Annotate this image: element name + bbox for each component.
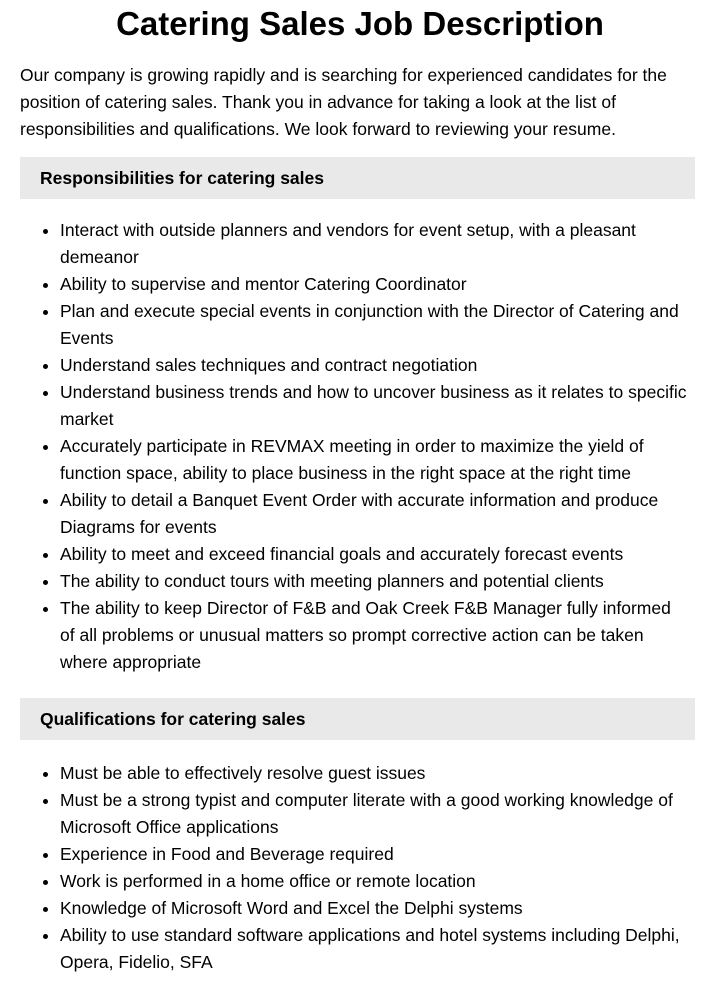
list-item: • Understand sales techniques and contract negotiation [60, 352, 690, 379]
qualifications-heading: Qualifications for catering sales [20, 698, 695, 740]
list-item: • Ability to meet and exceed financial goals and accurately forecast events [60, 541, 690, 568]
list-item: • Accurately participate in REVMAX meeting in order to maximize the yield of function space, ability to place business in the right space at the right time [60, 433, 690, 487]
list-item: • Ability to use standard software applications and hotel systems including Delphi, Opera, Fidelio, SFA [60, 922, 690, 976]
list-item: • Experience in Food and Beverage required [60, 841, 690, 868]
list-item: • The ability to keep Director of F&B and Oak Creek F&B Manager fully informed of all problems or unusual matters so prompt corrective action can be taken where appropriate [60, 595, 690, 676]
list-item: • Must be a strong typist and computer literate with a good working knowledge of Microsoft Office applications [60, 787, 690, 841]
list-item: • Plan and execute special events in conjunction with the Director of Catering and Events [60, 298, 690, 352]
responsibilities-list [0, 217, 690, 676]
list-item: • Understand business trends and how to uncover business as it relates to specific market [60, 379, 690, 433]
list-item: • Ability to supervise and mentor Catering Coordinator [60, 271, 690, 298]
list-item: • The ability to conduct tours with meeting planners and potential clients [60, 568, 690, 595]
list-item: • Interact with outside planners and vendors for event setup, with a pleasant demeanor [60, 217, 690, 271]
list-item: • Knowledge of Microsoft Word and Excel the Delphi systems [60, 895, 690, 922]
qualifications-list [0, 760, 690, 976]
list-item: • Must be able to effectively resolve guest issues [60, 760, 690, 787]
list-item: • Ability to detail a Banquet Event Order with accurate information and produce Diagrams for events [60, 487, 690, 541]
intro-paragraph: Our company is growing rapidly and is searching for experienced candidates for the position of catering sales. Thank you in advance for taking a look at the list of responsibilities and qualifications. We look forward to reviewing your resume. [20, 65, 667, 139]
page-title: Catering Sales Job Description [116, 5, 604, 42]
list-item: • Work is performed in a home office or remote location [60, 868, 690, 895]
responsibilities-heading: Responsibilities for catering sales [20, 157, 695, 199]
